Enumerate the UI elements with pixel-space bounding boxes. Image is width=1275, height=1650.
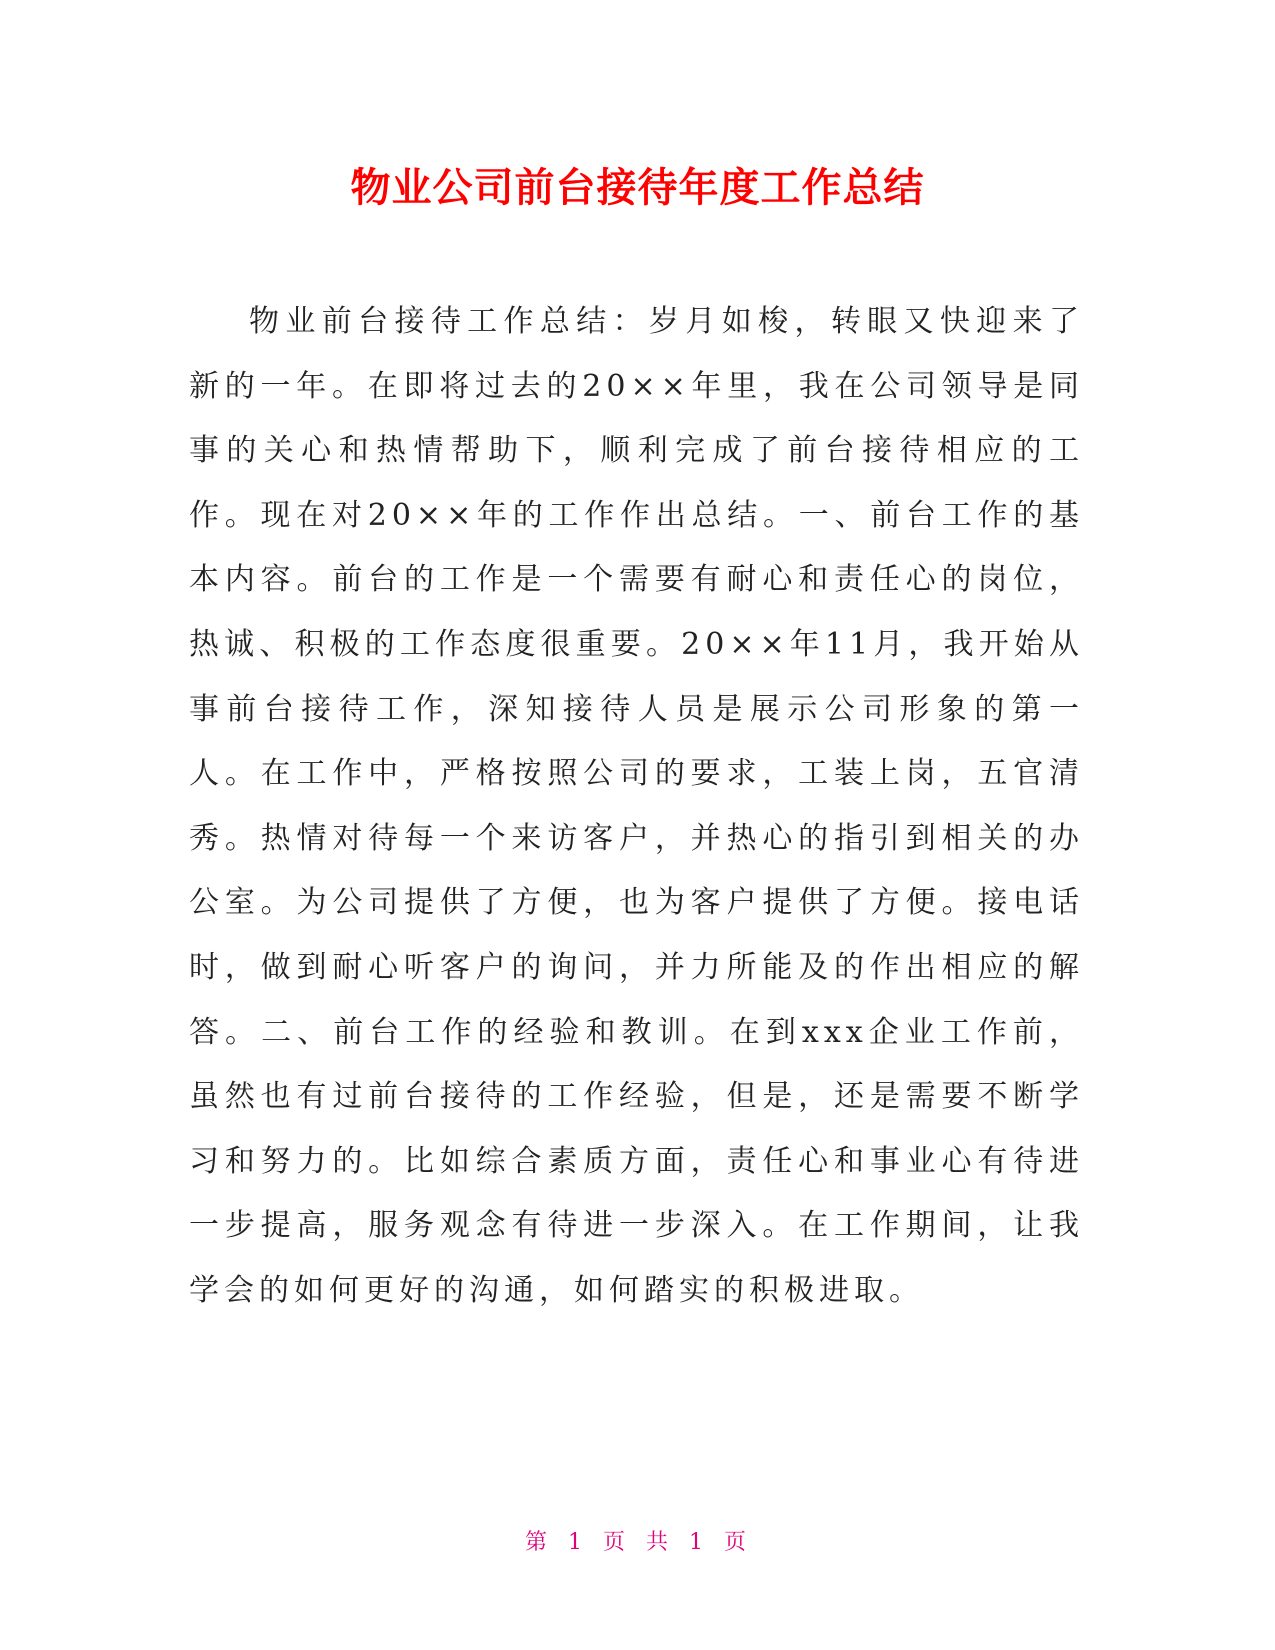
document-title: 物业公司前台接待年度工作总结 <box>350 165 925 211</box>
document-body: 物业前台接待工作总结：岁月如梭，转眼又快迎来了新的一年。在即将过去的20××年里，我在公司领导是同事的关心和热情帮助下，顺利完成了前台接待相应的工作。现在对20××年的工作作出总结。一、前台工作的基本内容。前台的工作是一个需要有耐心和责任心的岗位，热诚、积极的工作态度很重要。20××年11月，我开始从事前台接待工作，深知接待人员是展示公司形象的第一人。在工作中，严格按照公司的要求，工装上岗，五官清秀。热情对待每一个来访客户，并热心的指引到相关的办公室。为公司提供了方便，也为客户提供了方便。接电话时，做到耐心听客户的询问，并力所能及的作出相应的解答。二、前台工作的经验和教训。在到xxx企业工作前，虽然也有过前台接待的工作经验，但是，还是需要不断学习和努力的。比如综合素质方面，责任心和事业心有待进一步提高，服务观念有待进一步深入。在工作期间，让我学会的如何更好的沟通，如何踏实的积极进取。 <box>189 304 1084 1308</box>
page-footer: 第 1 页 共 1 页 <box>525 1530 750 1555</box>
